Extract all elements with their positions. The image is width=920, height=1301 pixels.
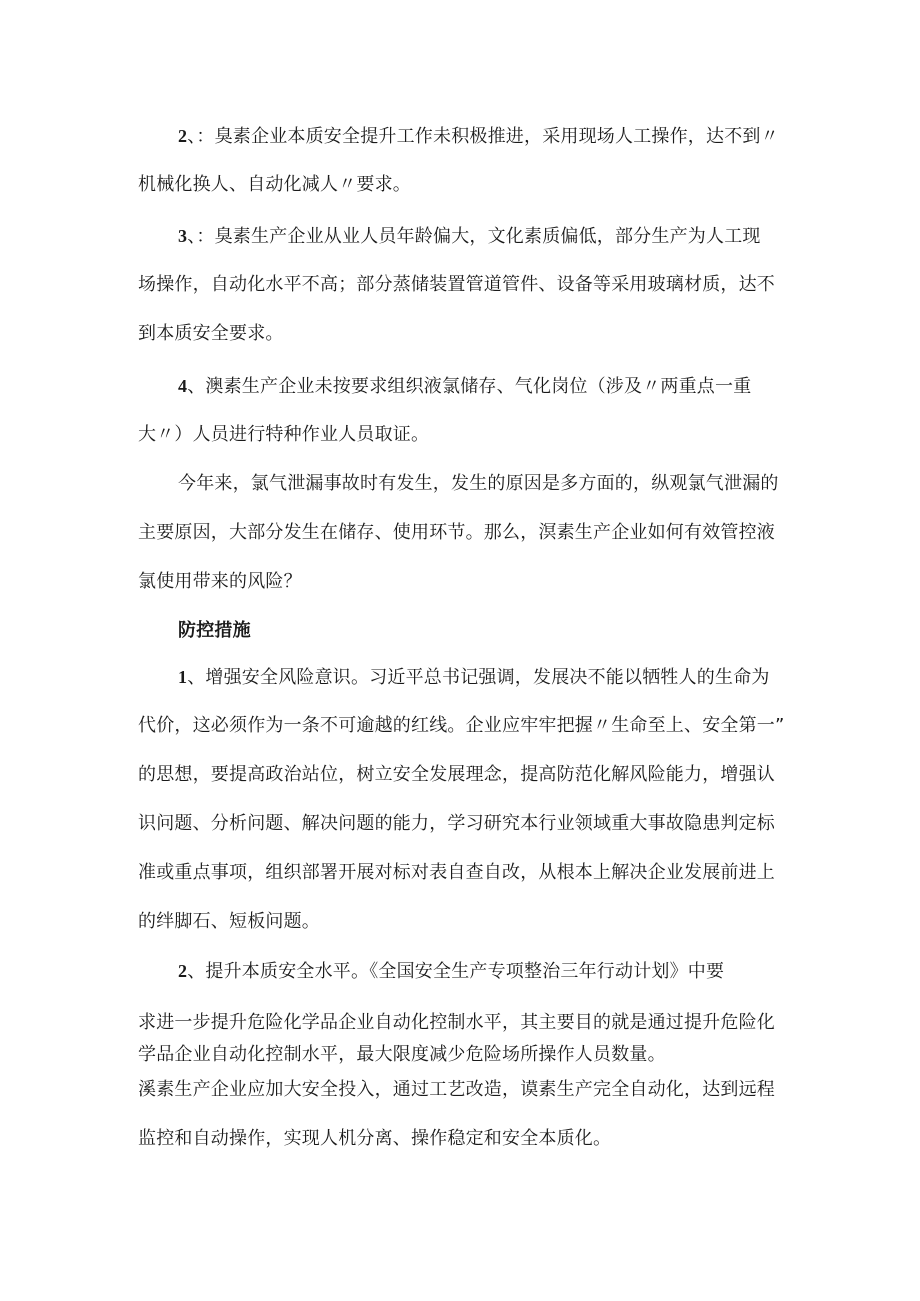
line-text: 大〃）人员进行特种作业人员取证。 [138, 424, 430, 445]
line-text: 氯使用带来的风险？ [138, 571, 302, 592]
item-number: 2 [178, 126, 188, 146]
line-text: 的绊脚石、短板问题。 [138, 911, 320, 932]
measure-1-line-1 [178, 665, 770, 690]
paragraph-intro-line-2 [138, 521, 775, 545]
line-text: 识问题、分析问题、解决问题的能力，学习研究本行业领域重大事故隐患判定标 [138, 813, 775, 834]
measure-2-line-3 [138, 1043, 666, 1067]
item-number: 4 [178, 376, 188, 396]
measure-1-line-5 [138, 861, 775, 885]
paragraph-intro-line-3 [138, 570, 302, 594]
heading-text: 防控措施 [178, 620, 251, 641]
line-text: 机械化换人、自动化减人〃要求。 [138, 174, 411, 195]
line-text: 、澳素生产企业未按要求组织液氯储存、气化岗位（涉及〃两重点一重 [187, 376, 752, 397]
line-text: 代价，这必须作为一条不可逾越的红线。企业应牢牢把握〃生命至上、安全第一” [138, 715, 785, 736]
line-text: 、：臭素企业本质安全提升工作未积极推进，采用现场人工操作，达不到〃 [187, 126, 779, 147]
section-heading [178, 619, 251, 643]
measure-1-line-3 [138, 763, 775, 787]
paragraph-4-line-2 [138, 423, 429, 447]
item-number: 2 [178, 961, 188, 981]
line-text: 学品企业自动化控制水平，最大限度减少危险场所操作人员数量。 [138, 1044, 666, 1065]
line-text: 的思想，要提高政治站位，树立安全发展理念，提高防范化解风险能力，增强认 [138, 764, 775, 785]
measure-1-line-2 [138, 714, 785, 738]
line-text: 、提升本质安全水平。《全国安全生产专项整治三年行动计划》中要 [187, 961, 725, 982]
measure-1-line-6 [138, 910, 320, 934]
line-text: 今年来，氯气泄漏事故时有发生，发生的原因是多方面的，纵观氯气泄漏的 [178, 473, 779, 494]
item-number: 1 [178, 667, 188, 687]
paragraph-4-line-1 [178, 374, 751, 399]
measure-2-line-4 [138, 1078, 775, 1102]
paragraph-2-line-1 [178, 124, 779, 149]
paragraph-3-line-2 [138, 273, 775, 297]
line-text: 求进一步提升危险化学品企业自动化控制水平，其主要目的就是通过提升危险化 [138, 1012, 775, 1033]
line-text: 、：臭素生产企业从业人员年龄偏大，文化素质偏低，部分生产为人工现 [187, 226, 761, 247]
line-text: 监控和自动操作，实现人机分离、操作稳定和安全本质化。 [138, 1128, 612, 1149]
line-text: 、增强安全风险意识。习近平总书记强调，发展决不能以牺牲人的生命为 [187, 667, 770, 688]
measure-2-line-5 [138, 1127, 611, 1151]
line-text: 溪素生产企业应加大安全投入，通过工艺改造，谟素生产完全自动化，达到远程 [138, 1079, 775, 1100]
item-number: 3 [178, 226, 188, 246]
paragraph-3-line-1 [178, 224, 761, 249]
line-text: 到本质安全要求。 [138, 323, 284, 344]
measure-2-line-1 [178, 959, 724, 984]
paragraph-3-line-3 [138, 322, 284, 346]
line-text: 主要原因，大部分发生在储存、使用环节。那么，溟素生产企业如何有效管控液 [138, 522, 775, 543]
line-text: 场操作，自动化水平不高；部分蒸储装置管道管件、设备等采用玻璃材质，达不 [138, 274, 775, 295]
measure-1-line-4 [138, 812, 775, 836]
paragraph-intro-line-1 [178, 472, 779, 496]
paragraph-2-line-2 [138, 173, 411, 197]
measure-2-line-2 [138, 1011, 775, 1035]
line-text: 准或重点事项，组织部署开展对标对表自查自改，从根本上解决企业发展前进上 [138, 862, 775, 883]
